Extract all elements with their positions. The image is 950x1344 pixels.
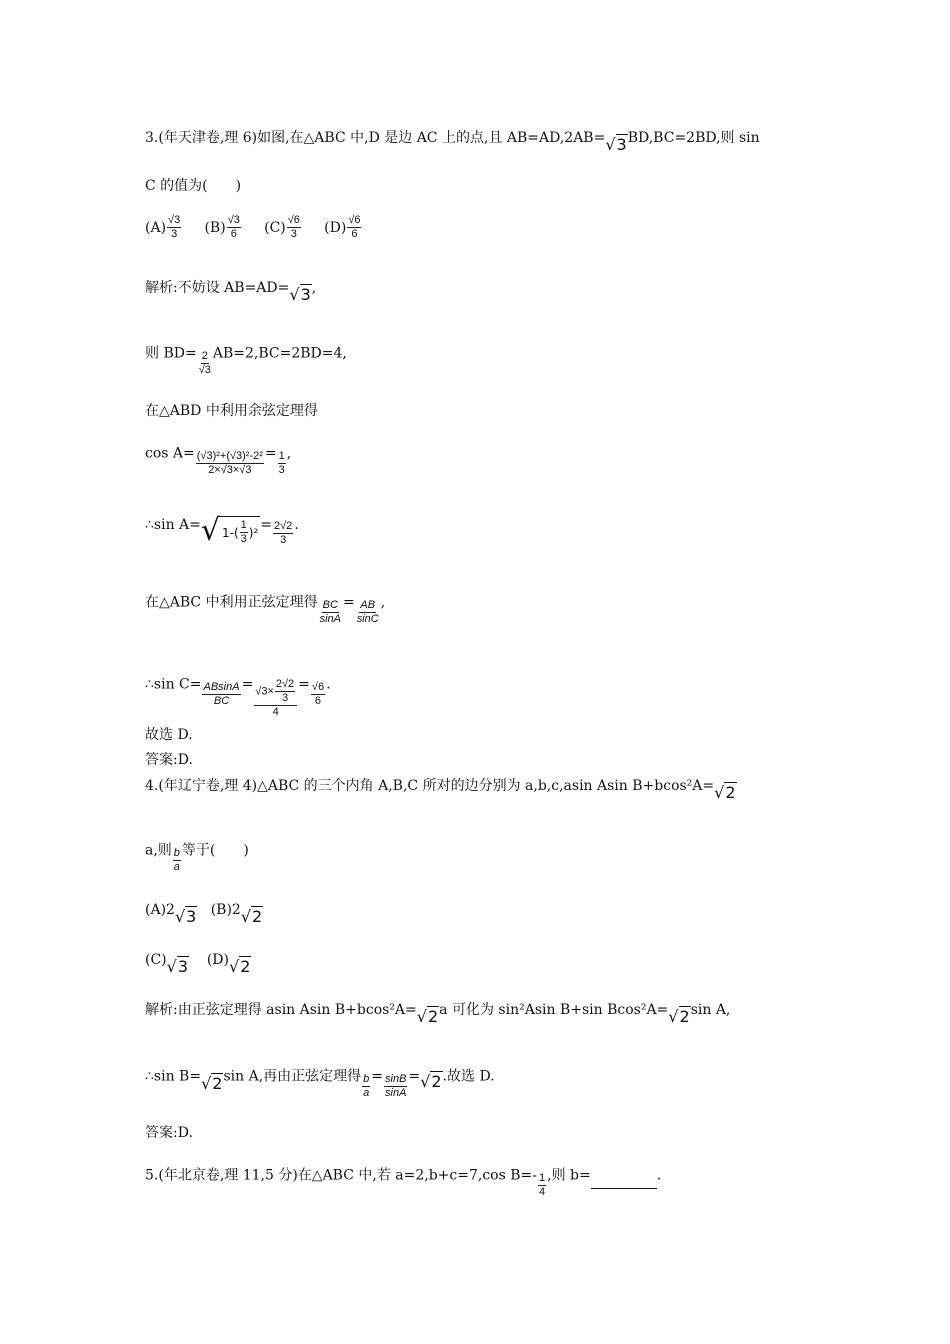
sqrt-3: √3 <box>605 135 627 154</box>
q4-line2: a,则 $\frac{b}{a}$ 等于( ) <box>145 842 249 873</box>
sqrt-3: √3 <box>289 285 311 304</box>
q3-option-a: (A) $\frac{√3}{3}$ <box>145 214 181 240</box>
q3-solution-2: 则 BD= $\frac{2}{√3}$ AB=2,BC=2BD=4, <box>145 345 347 376</box>
q4-option-d: (D)√2 <box>206 952 251 976</box>
q3-solution-1: 解析:不妨设 AB=AD=√3, <box>145 280 317 304</box>
q5-line1: 5.(年北京卷,理 11,5 分)在△ABC 中,若 a=2,b+c=7,cos B=- $\frac{1}{4}$ ,则 b= . <box>145 1167 662 1198</box>
q3-solution-4: 在△ABC 中利用正弦定理得 $\frac{BC}{\sin A}$ = $\frac{AB}{\sin C}$ , <box>145 594 386 625</box>
q3-option-d: (D) $\frac{√6}{6}$ <box>324 214 361 240</box>
q3-option-b: (B) $\frac{√3}{6}$ <box>204 214 240 240</box>
q4-option-b: (B)2√2 <box>210 902 263 926</box>
q3-cos-formula: cos A= $\frac{\text{(√3)²+(√3)²-2²}}{2\times√3\times√3}$ = $\frac{1}{3}$ , <box>145 445 292 476</box>
q4-options-cd <box>145 950 251 976</box>
q4-solution-2: ∴sin B=√2sin A,再由正弦定理得 $\frac{b}{a}$ = $\frac{\sin B}{\sin A}$ =√2.故选 D. <box>145 1068 495 1099</box>
q3-options <box>145 214 362 241</box>
q3-option-c: (C) $\frac{√6}{3}$ <box>264 214 300 240</box>
q3-sinC-formula: ∴sin C= $\frac{ABsinA}{BC}$ = √3× $\frac{2√2}{3}$ 4 = $\frac{√6}{6}$ . <box>145 676 331 718</box>
sqrt-2: √2 <box>714 783 736 802</box>
answer-blank[interactable] <box>591 1174 657 1189</box>
q4-option-a: (A)2√3 <box>145 902 197 926</box>
q3-line1: 3.(年天津卷,理 6)如图,在△ABC 中,D 是边 AC 上的点,且 AB=AD,2AB=√3BD,BC=2BD,则 sin <box>145 130 760 154</box>
q4-solution-1: 解析:由正弦定理得 asin Asin B+bcos²A=√2a 可化为 sin²Asin B+sin Bcos²A=√2sin A, <box>145 1002 731 1026</box>
q3-line2: C 的值为( ) <box>145 178 242 194</box>
q4-options-ab <box>145 900 263 926</box>
sqrt-expression: √ 1-( 1 3 )² <box>200 513 259 548</box>
q4-answer: 答案:D. <box>145 1125 193 1141</box>
q3-answer: 答案:D. <box>145 752 193 768</box>
q3-sinA-formula: ∴sin A= √ 1-( 1 3 )² = $\frac{2√2}{3}$ . <box>145 513 299 548</box>
q4-line1: 4.(年辽宁卷,理 4)△ABC 的三个内角 A,B,C 所对的边分别为 a,b,c,asin Asin B+bcos²A=√2 <box>145 778 736 802</box>
q4-option-c: (C)√3 <box>145 952 189 976</box>
q3-choose: 故选 D. <box>145 727 193 743</box>
q3-solution-3: 在△ABD 中利用余弦定理得 <box>145 403 318 419</box>
